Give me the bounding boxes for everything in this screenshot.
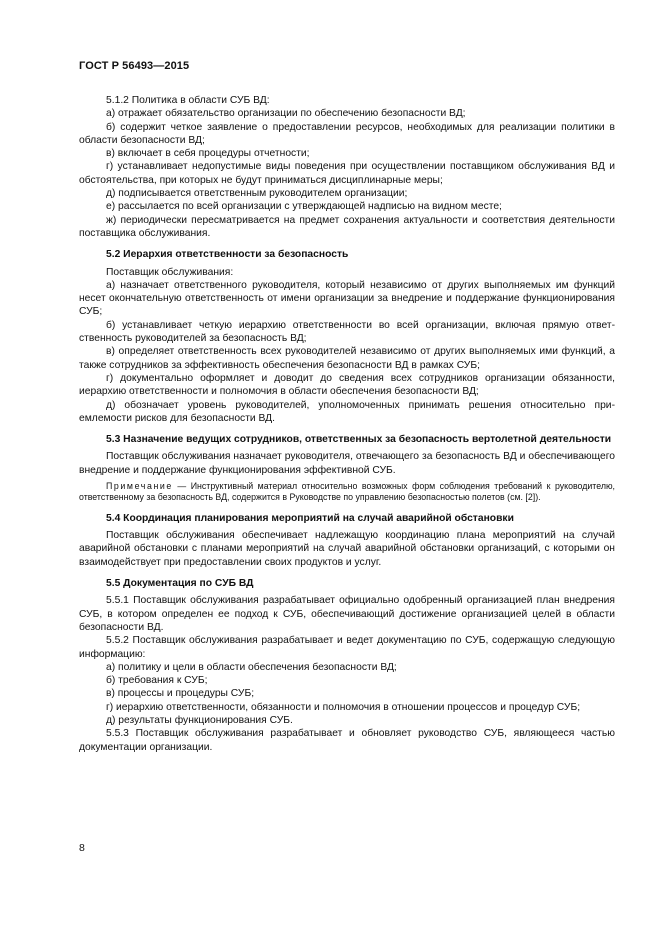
list-item: д) обозначает уровень руководителей, уполномоченных принимать решения относительно приемлемости рисков для безопасности ВД. bbox=[79, 399, 615, 424]
list-item: а) назначает ответственного руководителя, который независимо от других выполняемых им функций несет окончательную ответственность от имени организации за внедрение и поддержание функционирования СУБ; bbox=[79, 279, 615, 318]
list-item: б) содержит четкое заявление о предоставлении ресурсов, необходимых для реализации политики в области безопасности ВД; bbox=[79, 121, 615, 146]
clause-5-5-1: 5.5.1 Поставщик обслуживания разрабатывает официально одобренный организацией план внедрения СУБ, в котором определен ее подход к СУБ, обеспечивающий достижение организацией целей в области безопасности ВД. bbox=[79, 595, 615, 633]
list-item: а) политику и цели в области обеспечения безопасности ВД; bbox=[106, 661, 397, 673]
section-5-3-heading: 5.3 Назначение ведущих сотрудников, ответственных за безопасность вертолетной деятельности bbox=[106, 434, 612, 446]
list-item: е) рассылается по всей организации с утверждающей надписью на видном месте; bbox=[106, 201, 502, 213]
clause-5-5-3: 5.5.3 Поставщик обслуживания разрабатывает и обновляет руководство СУБ, являющееся частью документации организации. bbox=[79, 728, 615, 753]
list-item: д) результаты функционирования СУБ. bbox=[106, 714, 293, 726]
section-5-2-intro: Поставщик обслуживания: bbox=[106, 266, 234, 278]
page-content bbox=[79, 94, 615, 754]
section-5-2-heading: 5.2 Иерархия ответственности за безопасность bbox=[106, 249, 349, 261]
note-text: — Инструктивный материал относительно возможных форм соблюдения требований к руководителю, ответственному за безопасность ВД, содержится в Руководстве по управлению безопасностью полетов (см. [2]). bbox=[79, 481, 615, 503]
note-label: Примечание bbox=[106, 481, 173, 492]
clause-5-1-2-title: 5.1.2 Политика в области СУБ ВД: bbox=[106, 95, 270, 106]
list-item: г) документально оформляет и доводит до сведения всех сотрудников организации обязанности, иерархию ответственности и полномочия в области обеспечения безопасности ВД; bbox=[79, 372, 615, 398]
section-5-4-heading: 5.4 Координация планирования мероприятий на случай аварийной обстановки bbox=[106, 512, 514, 524]
section-5-4-text: Поставщик обслуживания обеспечивает надлежащую координацию плана мероприятий на случай аварийной обстановки с планами мероприятий на случай аварийной обстановки организаций, с которыми он взаимодействует при предоставлении своих продуктов и услуг. bbox=[79, 530, 615, 568]
page-number: 8 bbox=[79, 842, 85, 854]
list-item: б) требования к СУБ; bbox=[106, 675, 208, 687]
list-item: г) устанавливает недопустимые виды поведения при осуществлении поставщиком обслуживания ВД и обстоятельства, при которых не будут приниматься дисциплинарные меры; bbox=[79, 161, 615, 186]
list-item: а) отражает обязательство организации по обеспечению безопасности ВД; bbox=[106, 108, 466, 120]
section-5-5-heading: 5.5 Документация по СУБ ВД bbox=[106, 578, 254, 590]
section-5-3-text: Поставщик обслуживания назначает руководителя, отвечающего за безопасность ВД и обеспечивающего внедрение и поддержание функционирования эффективной СУБ. bbox=[79, 451, 615, 476]
note-paragraph bbox=[79, 481, 615, 504]
list-item: в) процессы и процедуры СУБ; bbox=[106, 688, 255, 700]
list-item: г) иерархию ответственности, обязанности и полномочия в отношении процессов и процедур СУБ; bbox=[106, 701, 581, 713]
list-item: в) определяет ответственность всех руководителей независимо от других выполняемых ими функций, а также сотрудников за эффективность обеспечения безопасности ВД в рамках СУБ; bbox=[79, 346, 615, 371]
list-item: в) включает в себя процедуры отчетности; bbox=[106, 148, 310, 160]
document-id-header: ГОСТ Р 56493—2015 bbox=[79, 60, 190, 72]
list-item: ж) периодически пересматривается на предмет сохранения актуальности и соответствия деятельности поставщика обслуживания. bbox=[79, 214, 615, 239]
list-item: б) устанавливает четкую иерархию ответственности во всей организации, включая прямую ответственность руководителей за безопасность ВД; bbox=[79, 319, 615, 345]
list-item: д) подписывается ответственным руководителем организации; bbox=[106, 188, 408, 200]
clause-5-5-2: 5.5.2 Поставщик обслуживания разрабатывает и ведет документацию по СУБ, содержащую следующую информацию: bbox=[79, 635, 615, 660]
